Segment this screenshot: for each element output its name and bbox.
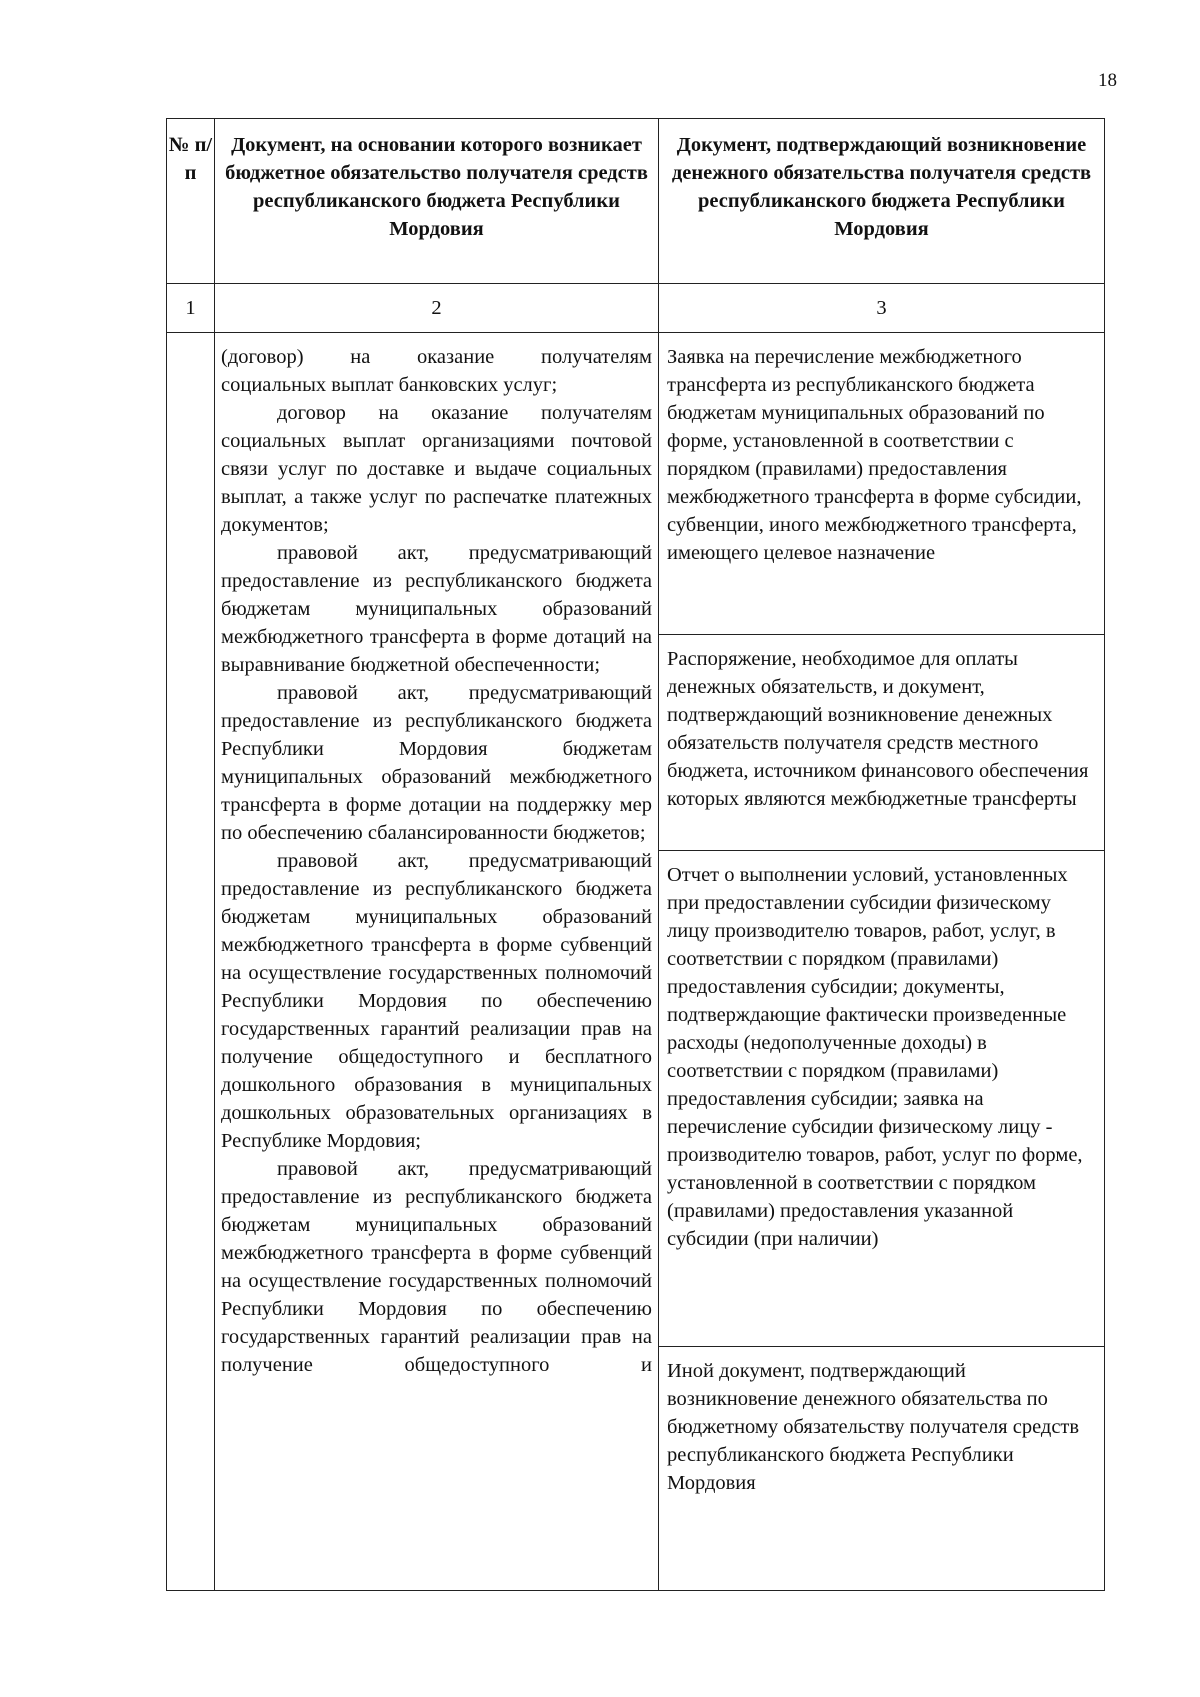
confirming-document-block (659, 635, 1104, 851)
column-numbers-row (167, 284, 1105, 333)
header-basis-document: Документ, на основании которого возникает бюджетное обязательство получателя средств республиканского бюджета Республики Мордовия (215, 119, 659, 284)
basis-paragraph: (договор) на оказание получателям (221, 346, 652, 368)
confirming-document-block (659, 333, 1104, 635)
confirming-document-block (659, 1347, 1104, 1507)
confirming-document-text: Заявка на перечисление межбюджетного трансферта из республиканского бюджета бюджетам муниципальных образований по форме, установленной в соответствии с порядком (правилами) предоставления межбюджетного трансферта в форме субсидии, субвенции, иного межбюджетного трансферта, имеющего целевое назначение (667, 346, 1082, 564)
row-number-cell (167, 333, 215, 1591)
confirming-document-block (659, 851, 1104, 1347)
document-table (166, 118, 1105, 1591)
header-number-column: № п/п (167, 119, 215, 284)
page-number: 18 (1098, 70, 1117, 91)
basis-paragraph: правовой акт, предусматривающий предоставление из республиканского бюджета бюджетам муниципальных образований межбюджетного трансферта в форме дотаций на выравнивание бюджетной обеспеченности; (221, 542, 652, 676)
table-header-row (167, 119, 1105, 284)
confirming-document-text: Отчет о выполнении условий, установленных при предоставлении субсидии физическому лицу производителю товаров, работ, услуг, в соответствии с порядком (правилами) предоставления субсидии; документы, подтверждающие фактически произведенные расходы (недополученные доходы) в соответствии с порядком (правилами) предоставления субсидии; заявка на перечисление субсидии физическому лицу - производителю товаров, работ, услуг по форме, установленной в соответствии с порядком (правилами) предоставления указанной субсидии (при наличии) (667, 864, 1083, 1250)
confirming-document-text: Иной документ, подтверждающий возникновение денежного обязательства по бюджетному обязательству получателя средств республиканского бюджета Республики Мордовия (667, 1360, 1080, 1494)
column-number-2: 2 (215, 284, 659, 333)
basis-document-cell (215, 333, 659, 1591)
confirming-document-cell (659, 333, 1105, 1591)
table-body-row (167, 333, 1105, 1591)
basis-paragraph: договор на оказание получателям социальных выплат организациями почтовой связи услуг по доставке и выдаче социальных выплат, а также услуг по распечатке платежных документов; (221, 402, 652, 536)
column-number-1: 1 (167, 284, 215, 333)
basis-paragraph: социальных выплат банковских услуг; (221, 374, 558, 396)
basis-paragraph: правовой акт, предусматривающий предоставление из республиканского бюджета бюджетам муниципальных образований межбюджетного трансферта в форме субвенций на осуществление государственных полномочий Республики Мордовия по обеспечению государственных гарантий реализации прав на получение общедоступного и (221, 1158, 652, 1376)
header-confirming-document: Документ, подтверждающий возникновение денежного обязательства получателя средств республиканского бюджета Республики Мордовия (659, 119, 1105, 284)
column-number-3: 3 (659, 284, 1105, 333)
confirming-document-text: Распоряжение, необходимое для оплаты денежных обязательств, и документ, подтверждающий возникновение денежных обязательств получателя средств местного бюджета, источником финансового обеспечения которых являются межбюджетные трансферты (667, 648, 1089, 810)
basis-paragraph: правовой акт, предусматривающий предоставление из республиканского бюджета бюджетам муниципальных образований межбюджетного трансферта в форме субвенций на осуществление государственных полномочий Республики Мордовия по обеспечению государственных гарантий реализации прав на получение общедоступного и бесплатного дошкольного образования в муниципальных дошкольных образовательных организациях в Республике Мордовия; (221, 850, 652, 1152)
basis-paragraph: правовой акт, предусматривающий предоставление из республиканского бюджета Республики Мордовия бюджетам муниципальных образований межбюджетного трансферта в форме дотации на поддержку мер по обеспечению сбалансированности бюджетов; (221, 682, 652, 844)
